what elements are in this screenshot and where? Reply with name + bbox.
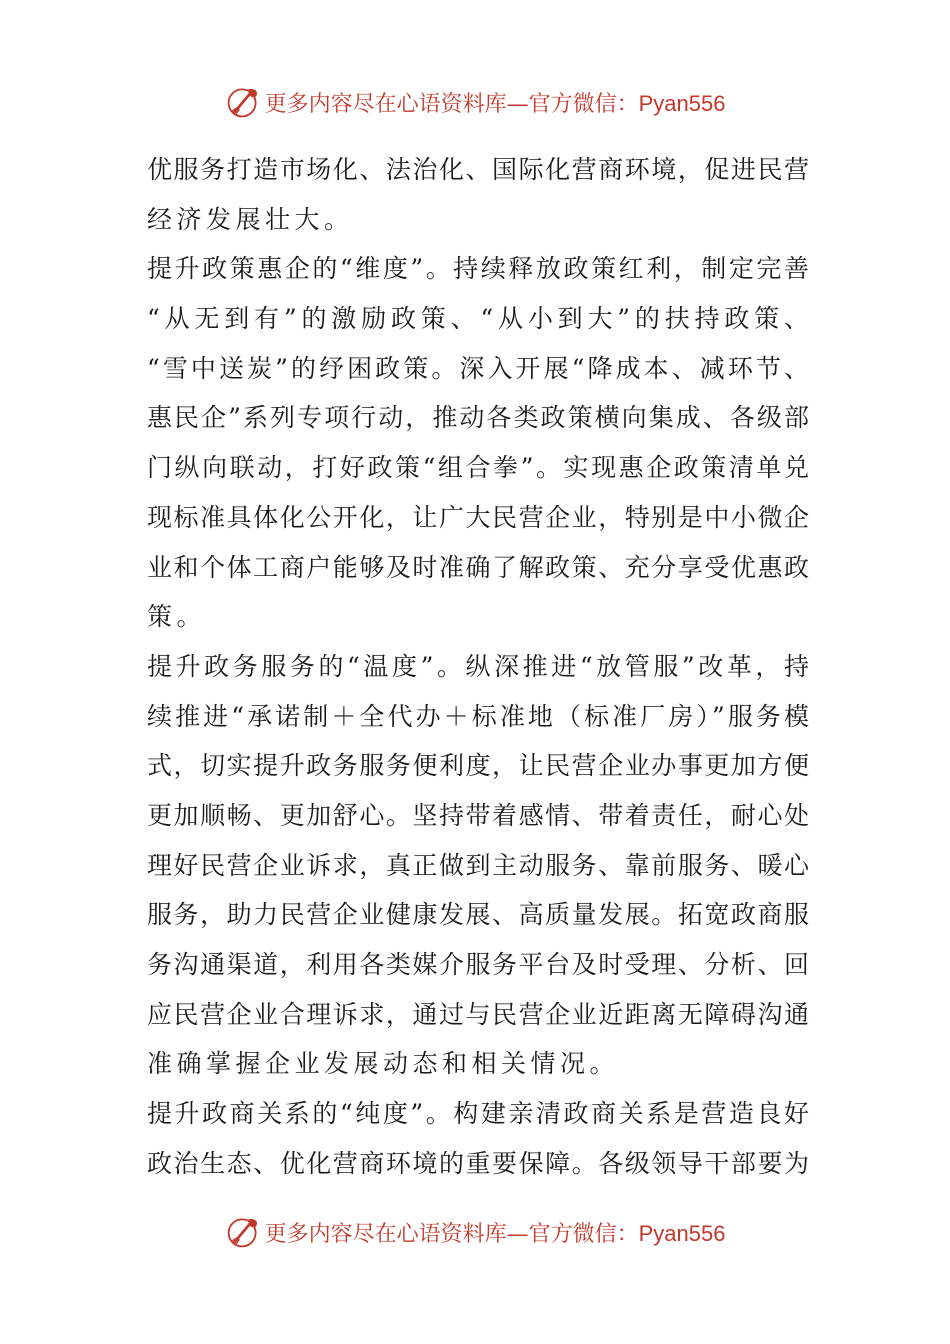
body-line: 服务，助力民营企业健康发展、高质量发展。拓宽政商服 — [147, 900, 809, 930]
body-line: 提升政务服务的“温度”。纵深推进“放管服”改革，持 — [147, 651, 809, 681]
footer-brand-text: 更多内容尽在心语资料库—官方微信： — [264, 1221, 639, 1247]
body-line: 提升政商关系的“纯度”。构建亲清政商关系是营造良好 — [147, 1099, 809, 1129]
body-line: “雪中送炭”的纾困政策。深入开展“降成本、减环节、 — [147, 353, 809, 383]
footer-banner-text — [265, 1217, 726, 1248]
body-line: 政治生态、优化营商环境的重要保障。各级领导干部要为 — [147, 1148, 809, 1178]
quill-logo-icon — [225, 1214, 261, 1250]
body-line: 经济发展壮大。 — [147, 204, 354, 234]
body-line: 更加顺畅、更加舒心。坚持带着感情、带着责任，耐心处 — [147, 800, 809, 830]
body-line: 策。 — [147, 602, 207, 632]
footer-watermark — [0, 1212, 950, 1252]
document-body — [147, 145, 809, 1188]
header-brand-text: 更多内容尽在心语资料库—官方微信： — [264, 91, 639, 117]
body-line: 准确掌握企业发展动态和相关情况。 — [147, 1049, 620, 1079]
body-line: 理好民营企业诉求，真正做到主动服务、靠前服务、暖心 — [147, 850, 809, 880]
body-line: 务沟通渠道，利用各类媒介服务平台及时受理、分析、回 — [147, 950, 809, 979]
header-banner-text — [265, 87, 726, 118]
body-line: 续推进“承诺制＋全代办＋标准地（标准厂房）”服务模 — [147, 701, 809, 731]
header-contact-id: Pyan556 — [638, 90, 726, 116]
header-watermark — [0, 82, 950, 122]
body-line: 优服务打造市场化、法治化、国际化营商环境，促进民营 — [147, 155, 809, 184]
quill-logo-icon — [225, 84, 261, 120]
body-line: 应民营企业合理诉求，通过与民营企业近距离无障碍沟通 — [147, 999, 809, 1029]
body-line: 现标准具体化公开化，让广大民营企业，特别是中小微企 — [147, 502, 809, 532]
body-line: 业和个体工商户能够及时准确了解政策、充分享受优惠政 — [147, 552, 809, 582]
footer-contact-id: Pyan556 — [638, 1220, 726, 1246]
body-line: 惠民企”系列专项行动，推动各类政策横向集成、各级部 — [147, 403, 809, 433]
body-line: 提升政策惠企的“维度”。持续释放政策红利，制定完善 — [147, 254, 809, 284]
body-line: 式，切实提升政务服务便利度，让民营企业办事更加方便 — [147, 751, 809, 781]
body-line: “从无到有”的激励政策、“从小到大”的扶持政策、 — [147, 304, 809, 334]
body-line: 门纵向联动，打好政策“组合拳”。实现惠企政策清单兑 — [147, 453, 809, 483]
